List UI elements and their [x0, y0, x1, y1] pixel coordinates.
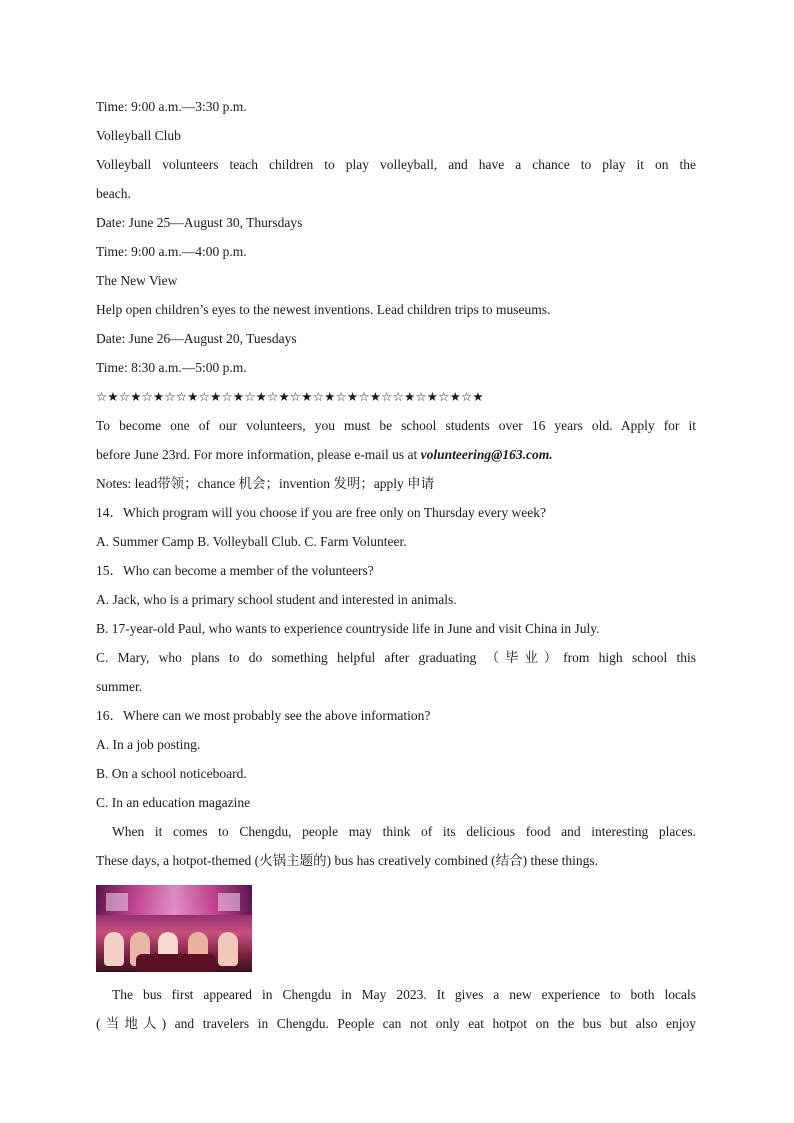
paragraph-line: These days, a hotpot-themed (火锅主题的) bus has creatively combined (结合) these things.: [96, 853, 599, 868]
section-heading-volleyball: Volleyball Club: [96, 128, 181, 143]
options-14: A. Summer Camp B. Volleyball Club. C. Farm Volunteer.: [96, 534, 407, 549]
paragraph-line: (当地人) and travelers in Chengdu. People can not only eat hotpot on the bus but also enjoy: [96, 1016, 696, 1031]
text-line: Time: 9:00 a.m.—4:00 p.m.: [96, 244, 247, 259]
text-line: Date: June 25—August 30, Thursdays: [96, 215, 303, 230]
section-heading-new-view: The New View: [96, 273, 178, 288]
option-15c: C. Mary, who plans to do something helpful after graduating （毕业）from high school this: [96, 650, 696, 665]
email-address: volunteering@163.com.: [420, 447, 553, 462]
text-line: Help open children’s eyes to the newest inventions. Lead children trips to museums.: [96, 302, 551, 317]
option-16c: C. In an education magazine: [96, 795, 251, 810]
question-15: 15．Who can become a member of the volunteers?: [96, 563, 374, 578]
photo-window: [106, 893, 128, 911]
text-line: Volleyball volunteers teach children to play volleyball, and have a chance to play it on the: [96, 157, 696, 172]
photo-person: [218, 932, 238, 966]
option-15b: B. 17-year-old Paul, who wants to experience countryside life in June and visit China in July.: [96, 621, 600, 636]
option-15a: A. Jack, who is a primary school student and interested in animals.: [96, 592, 457, 607]
text-line: Date: June 26—August 20, Tuesdays: [96, 331, 297, 346]
text-segment: before June 23rd. For more information, please e-mail us at: [96, 447, 421, 462]
photo-hotpot-table: [136, 954, 216, 972]
text-line: summer.: [96, 679, 143, 694]
option-16a: A. In a job posting.: [96, 737, 201, 752]
paragraph-line: When it comes to Chengdu, people may think of its delicious food and interesting places.: [112, 824, 696, 839]
text-line: To become one of our volunteers, you must be school students over 16 years old. Apply for it: [96, 418, 696, 433]
document-body: [96, 96, 696, 1042]
paragraph-line: The bus first appeared in Chengdu in May 2023. It gives a new experience to both locals: [112, 987, 696, 1002]
star-divider: ☆★☆★☆★☆☆★☆★☆★☆★☆★☆★☆★☆★☆★☆☆★☆★☆★☆★: [96, 390, 484, 404]
question-16: 16．Where can we most probably see the above information?: [96, 708, 431, 723]
question-14: 14．Which program will you choose if you are free only on Thursday every week?: [96, 505, 546, 520]
photo-person: [104, 932, 124, 966]
text-line: beach.: [96, 186, 131, 201]
notes-line: Notes: lead带领；chance 机会；invention 发明；apply 申请: [96, 476, 435, 491]
photo-window: [218, 893, 240, 911]
text-line: Time: 9:00 a.m.—3:30 p.m.: [96, 99, 247, 114]
option-16b: B. On a school noticeboard.: [96, 766, 247, 781]
text-line: [96, 444, 696, 473]
hotpot-bus-photo: [96, 885, 252, 972]
text-line: Time: 8:30 a.m.—5:00 p.m.: [96, 360, 247, 375]
